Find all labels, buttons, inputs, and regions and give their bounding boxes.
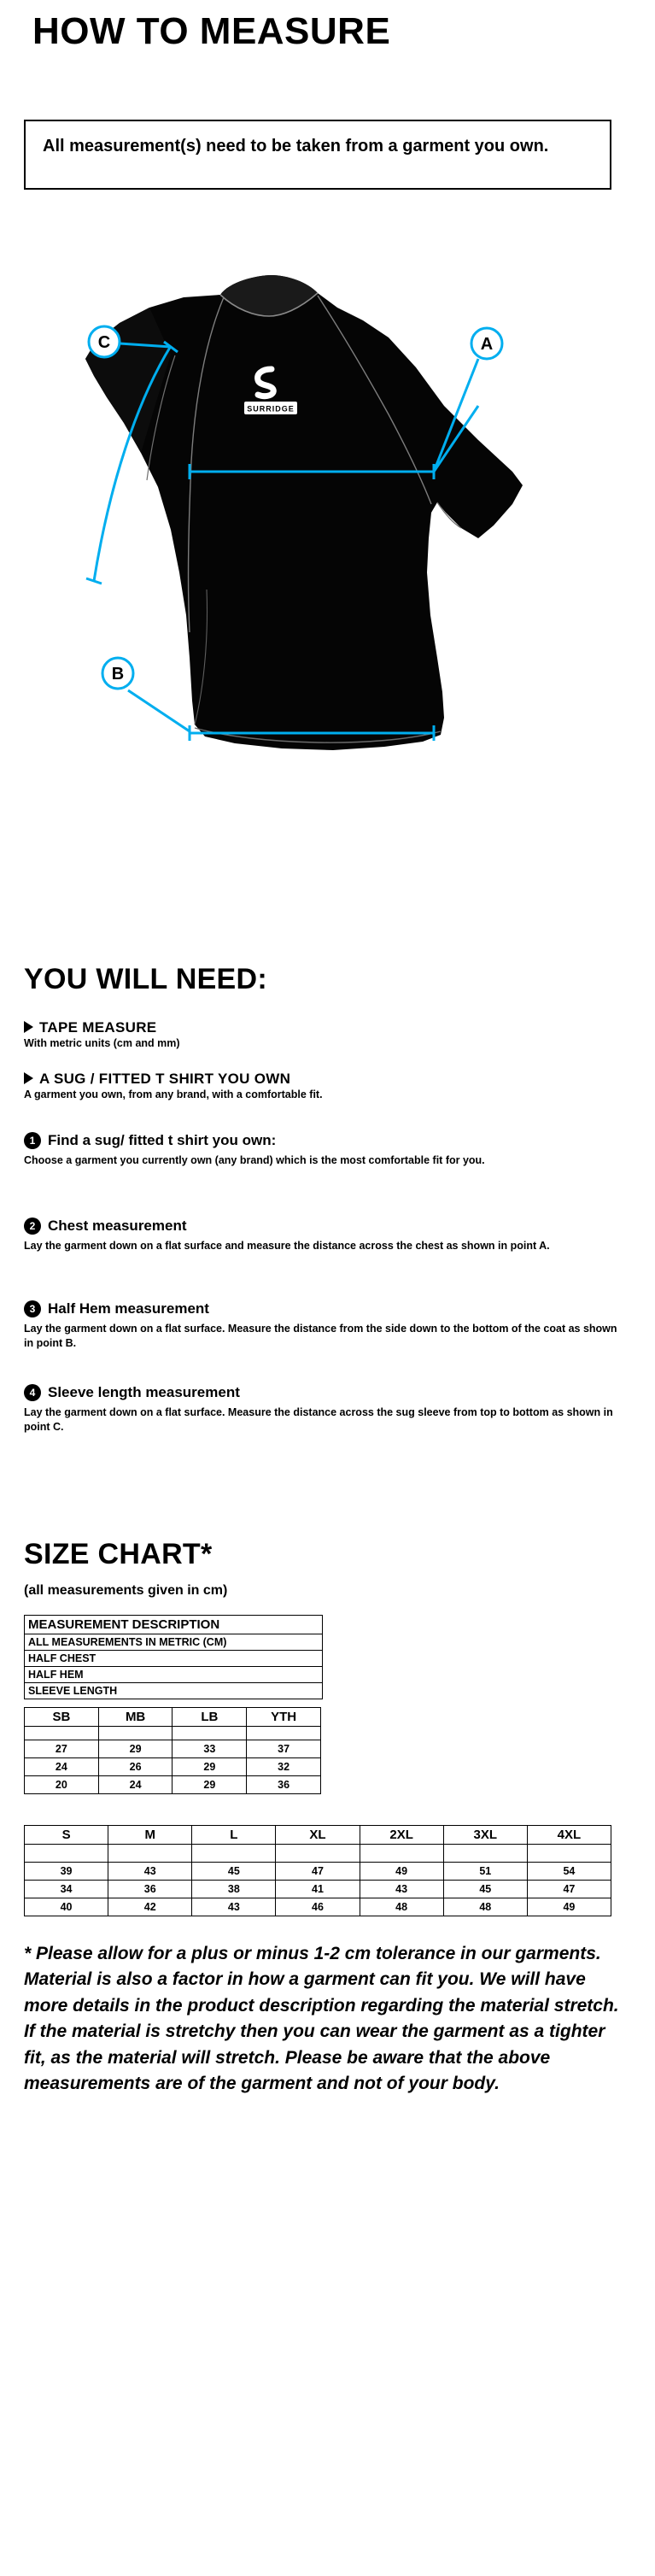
cell: 27 — [25, 1740, 99, 1758]
col-header-3xl: 3XL — [443, 1826, 527, 1845]
cell: 42 — [108, 1898, 192, 1916]
marker-b-label: B — [111, 665, 125, 684]
table-row — [25, 1651, 323, 1667]
col-header-yth: YTH — [247, 1708, 321, 1727]
col-header-lb: LB — [173, 1708, 247, 1727]
table-row-spacer — [25, 1727, 321, 1740]
step-1 — [24, 1132, 622, 1168]
cell: 47 — [276, 1863, 360, 1881]
tolerance-note: * Please allow for a plus or minus 1-2 cm tolerance in our garments. Material is also a factor in how a garment can fit you. We will have more details in the product description regarding the material stretch. If the material is stretchy then you can wear the garment as a tighter fit, as the material will stretch. Please be aware that the above measurements are of the garment and not of your body. — [24, 1944, 619, 2094]
need-head-label: TAPE MEASURE — [39, 1019, 157, 1036]
cell: 32 — [247, 1758, 321, 1776]
col-header-m: M — [108, 1826, 192, 1845]
cell: 43 — [108, 1863, 192, 1881]
table-row — [25, 1616, 323, 1634]
need-item-tape-measure — [24, 1019, 180, 1049]
step-3 — [24, 1300, 622, 1351]
garment-illustration — [0, 256, 655, 931]
col-header-mb: MB — [98, 1708, 173, 1727]
step-body: Lay the garment down on a flat surface and measure the distance across the chest as shown in point A. — [24, 1240, 550, 1252]
cell: 33 — [173, 1740, 247, 1758]
step-number-badge: 4 — [24, 1384, 41, 1401]
cell: 43 — [192, 1898, 276, 1916]
cell: 24 — [25, 1758, 99, 1776]
table-row — [25, 1667, 323, 1683]
cell: 41 — [276, 1881, 360, 1898]
need-item-fitted-tshirt — [24, 1071, 323, 1100]
cell: 46 — [276, 1898, 360, 1916]
step-body: Lay the garment down on a flat surface. Measure the distance across the sug sleeve from top to bottom as shown in point C. — [24, 1406, 613, 1433]
table-row — [25, 1634, 323, 1651]
cell: 37 — [247, 1740, 321, 1758]
cell: 39 — [25, 1863, 108, 1881]
size-chart-subtitle: (all measurements given in cm) — [24, 1583, 228, 1598]
step-4 — [24, 1384, 622, 1435]
cell: 36 — [247, 1776, 321, 1794]
you-will-need-title: YOU WILL NEED: — [24, 963, 268, 995]
cell: 26 — [98, 1758, 173, 1776]
measurement-row-metric: ALL MEASUREMENTS IN METRIC (CM) — [25, 1634, 323, 1651]
table-header-row — [25, 1826, 611, 1845]
cell: 43 — [360, 1881, 443, 1898]
need-sub-label: With metric units (cm and mm) — [24, 1037, 180, 1049]
need-sub-label: A garment you own, from any brand, with a comfortable fit. — [24, 1088, 323, 1100]
table-row — [25, 1683, 323, 1699]
cell: 34 — [25, 1881, 108, 1898]
page-title: HOW TO MEASURE — [32, 10, 391, 52]
step-body: Choose a garment you currently own (any brand) which is the most comfortable fit for you. — [24, 1154, 485, 1166]
cell: 29 — [173, 1776, 247, 1794]
marker-a-label: A — [480, 335, 494, 354]
step-body: Lay the garment down on a flat surface. Measure the distance from the side down to the bottom of the coat as shown in point B. — [24, 1323, 617, 1349]
table-row — [25, 1881, 611, 1898]
svg-text:SURRIDGE: SURRIDGE — [247, 404, 295, 414]
cell: 48 — [360, 1898, 443, 1916]
size-chart-title: SIZE CHART* — [24, 1538, 213, 1570]
step-number-badge: 3 — [24, 1300, 41, 1317]
step-title: Sleeve length measurement — [48, 1384, 240, 1400]
cell: 49 — [527, 1898, 611, 1916]
marker-c-label: C — [97, 333, 111, 352]
measurement-row-half-chest: HALF CHEST — [25, 1651, 323, 1667]
measurement-description-table — [24, 1615, 323, 1699]
adult-size-table — [24, 1825, 611, 1916]
cell: 36 — [108, 1881, 192, 1898]
col-header-s: S — [25, 1826, 108, 1845]
need-head-label: A SUG / FITTED T SHIRT YOU OWN — [39, 1071, 291, 1087]
cell: 38 — [192, 1881, 276, 1898]
measurement-row-sleeve-length: SLEEVE LENGTH — [25, 1683, 323, 1699]
youth-size-table — [24, 1707, 321, 1794]
table-row — [25, 1740, 321, 1758]
step-title: Half Hem measurement — [48, 1300, 209, 1317]
cell: 51 — [443, 1863, 527, 1881]
notice-box — [24, 120, 611, 190]
step-title: Chest measurement — [48, 1218, 187, 1234]
measurement-row-half-hem: HALF HEM — [25, 1667, 323, 1683]
table-row-spacer — [25, 1845, 611, 1863]
step-number-badge: 2 — [24, 1218, 41, 1235]
table-row — [25, 1863, 611, 1881]
triangle-bullet-icon — [24, 1072, 33, 1084]
cell: 29 — [173, 1758, 247, 1776]
cell: 29 — [98, 1740, 173, 1758]
cell: 49 — [360, 1863, 443, 1881]
col-header-sb: SB — [25, 1708, 99, 1727]
cell: 48 — [443, 1898, 527, 1916]
col-header-2xl: 2XL — [360, 1826, 443, 1845]
col-header-4xl: 4XL — [527, 1826, 611, 1845]
step-2 — [24, 1218, 622, 1253]
cell: 54 — [527, 1863, 611, 1881]
col-header-l: L — [192, 1826, 276, 1845]
table-header-row — [25, 1708, 321, 1727]
cell: 45 — [192, 1863, 276, 1881]
measurement-description-header: MEASUREMENT DESCRIPTION — [25, 1616, 323, 1634]
col-header-xl: XL — [276, 1826, 360, 1845]
triangle-bullet-icon — [24, 1021, 33, 1033]
step-title: Find a sug/ fitted t shirt you own: — [48, 1132, 277, 1148]
step-number-badge: 1 — [24, 1132, 41, 1149]
cell: 45 — [443, 1881, 527, 1898]
cell: 20 — [25, 1776, 99, 1794]
cell: 40 — [25, 1898, 108, 1916]
table-row — [25, 1776, 321, 1794]
table-row — [25, 1898, 611, 1916]
cell: 47 — [527, 1881, 611, 1898]
table-row — [25, 1758, 321, 1776]
cell: 24 — [98, 1776, 173, 1794]
notice-text: All measurement(s) need to be taken from a garment you own. — [43, 137, 549, 155]
